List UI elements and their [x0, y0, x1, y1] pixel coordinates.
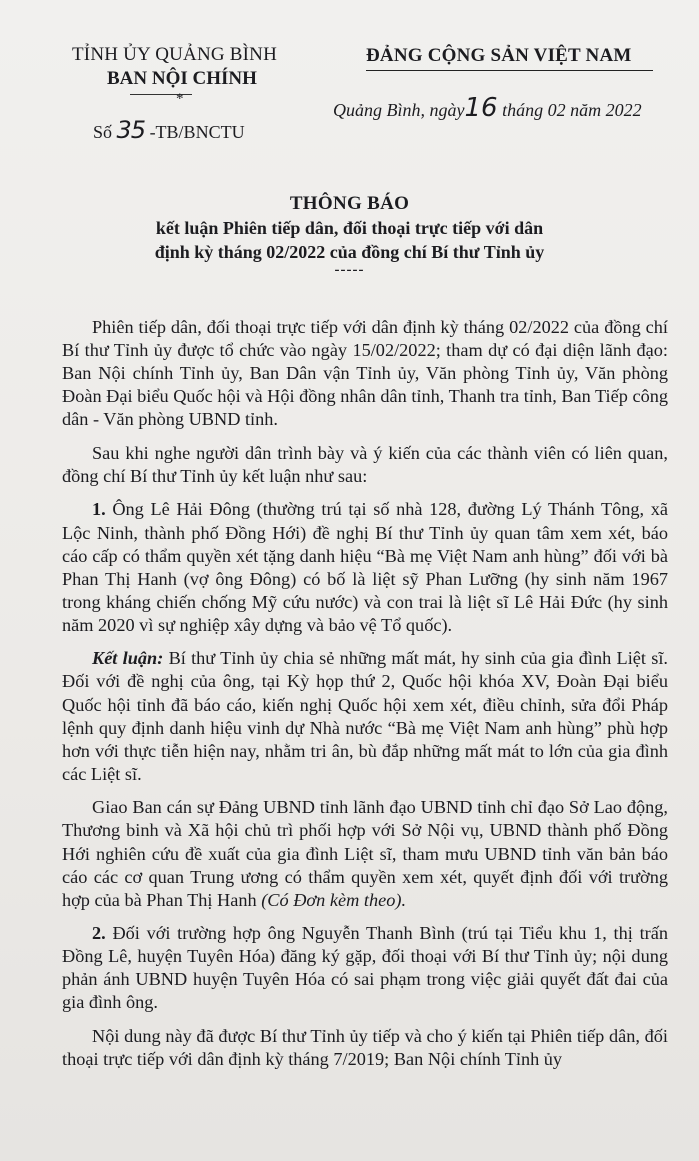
place-date	[333, 93, 642, 123]
case-2-text: Đối với trường hợp ông Nguyễn Thanh Bình (trú tại Tiểu khu 1, thị trấn Đồng Lê, huyện Tuyên Hóa) đăng ký gặp, đối thoại với Bí thư Tỉnh ủy; nội dung phản ánh UBND huyện Tuyên Hóa có sai phạm trong việc giải quyết đất đai của gia đình ông.	[62, 923, 668, 1013]
place-date-prefix: Quảng Bình, ngày	[333, 100, 465, 120]
paragraph-case-2	[62, 922, 668, 1014]
document-title: THÔNG BÁO	[289, 193, 410, 214]
document-body	[62, 316, 668, 1082]
org-provincial-committee: TỈNH ỦY QUẢNG BÌNH	[72, 44, 278, 65]
document-subtitle-line1: kết luận Phiên tiếp dân, đối thoại trực tiếp với dân	[155, 218, 544, 238]
paragraph-assignment	[62, 796, 668, 911]
place-date-suffix: tháng 02 năm 2022	[502, 100, 642, 120]
date-day: 16	[464, 93, 498, 123]
org-asterisk: *	[176, 91, 184, 107]
document-subtitle-line2: định kỳ tháng 02/2022 của đồng chí Bí thư Tỉnh ủy	[154, 242, 545, 262]
party-name: ĐẢNG CỘNG SẢN VIỆT NAM	[366, 45, 632, 66]
conclusion-text: Bí thư Tỉnh ủy chia sẻ những mất mát, hy sinh của gia đình Liệt sĩ. Đối với đề nghị của ông, tại Kỳ họp thứ 2, Quốc hội khóa XV, Đoàn Đại biểu Quốc hội tỉnh đã báo cáo, kiến nghị Quốc hội xem xét, điều chỉnh, sửa đổi Pháp lệnh quy định danh hiệu vinh dự Nhà nước “Bà mẹ Việt Nam anh hùng” phù hợp hơn với thực tiễn hiện nay, nhằm tri ân, bù đắp những mất mát to lớn của gia đình các Liệt sĩ.	[62, 648, 669, 784]
case-1-text: Ông Lê Hải Đông (thường trú tại số nhà 128, đường Lý Thánh Tông, xã Lộc Ninh, thành phố Đồng Hới) đề nghị Bí thư Tỉnh ủy quan tâm xem xét, báo cáo cấp có thẩm quyền xét tặng danh hiệu “Bà mẹ Việt Nam anh hùng” đối với bà Phan Thị Hanh (vợ ông Đông) có bố là liệt sỹ Phan Lưỡng (hy sinh năm 1967 trong kháng chiến chống Mỹ cứu nước) và con trai là liệt sĩ Lê Hải Đức (hy sinh năm 2020 vì sự nghiệp xây dựng và bảo vệ Tổ quốc).	[62, 499, 668, 635]
paragraph-case-1-conclusion	[62, 647, 668, 786]
paragraph-intro: Phiên tiếp dân, đối thoại trực tiếp với dân định kỳ tháng 02/2022 của đồng chí Bí thư Tỉnh ủy được tổ chức vào ngày 15/02/2022; tham dự có đại diện lãnh đạo: Ban Nội chính Tỉnh ủy, Ban Dân vận Tỉnh ủy, Văn phòng Tỉnh ủy, Văn phòng Đoàn Đại biểu Quốc hội và Hội đồng nhân dân tỉnh, Thanh tra tỉnh, Ban Tiếp công dân - Văn phòng UBND tỉnh.	[62, 317, 668, 430]
doc-no-suffix: -TB/BNCTU	[149, 122, 245, 142]
doc-no-value: 35	[116, 116, 146, 144]
party-underline	[366, 70, 653, 71]
org-internal-affairs: BAN NỘI CHÍNH	[107, 68, 257, 89]
conclusion-label: Kết luận:	[92, 648, 164, 669]
document-number	[93, 116, 245, 144]
case-1-number: 1.	[92, 499, 106, 520]
paragraph-case-2-history: Nội dung này đã được Bí thư Tỉnh ủy tiếp và cho ý kiến tại Phiên tiếp dân, đối thoại trực tiếp với dân định kỳ tháng 7/2019; Ban Nội chính Tỉnh ủy	[62, 1025, 668, 1070]
case-2-number: 2.	[92, 923, 106, 944]
attachment-note: (Có Đơn kèm theo).	[261, 889, 407, 910]
paragraph-conclusion-lead: Sau khi nghe người dân trình bày và ý kiến của các thành viên có liên quan, đồng chí Bí thư Tỉnh ủy kết luận như sau:	[62, 442, 668, 486]
doc-no-prefix: Số	[93, 122, 113, 142]
paragraph-case-1	[62, 498, 668, 637]
assignment-text: Giao Ban cán sự Đảng UBND tỉnh lãnh đạo UBND tỉnh chỉ đạo Sở Lao động, Thương binh và Xã hội chủ trì phối hợp với Sở Nội vụ, UBND thành phố Đồng Hới nghiên cứu đề xuất của gia đình Liệt sĩ, tham mưu UBND tỉnh văn bản báo cáo các cơ quan Trung ương có thẩm quyền xem xét, quyết định đối với trường hợp của bà Phan Thị Hanh	[62, 797, 668, 910]
title-separator: -----	[334, 262, 365, 278]
